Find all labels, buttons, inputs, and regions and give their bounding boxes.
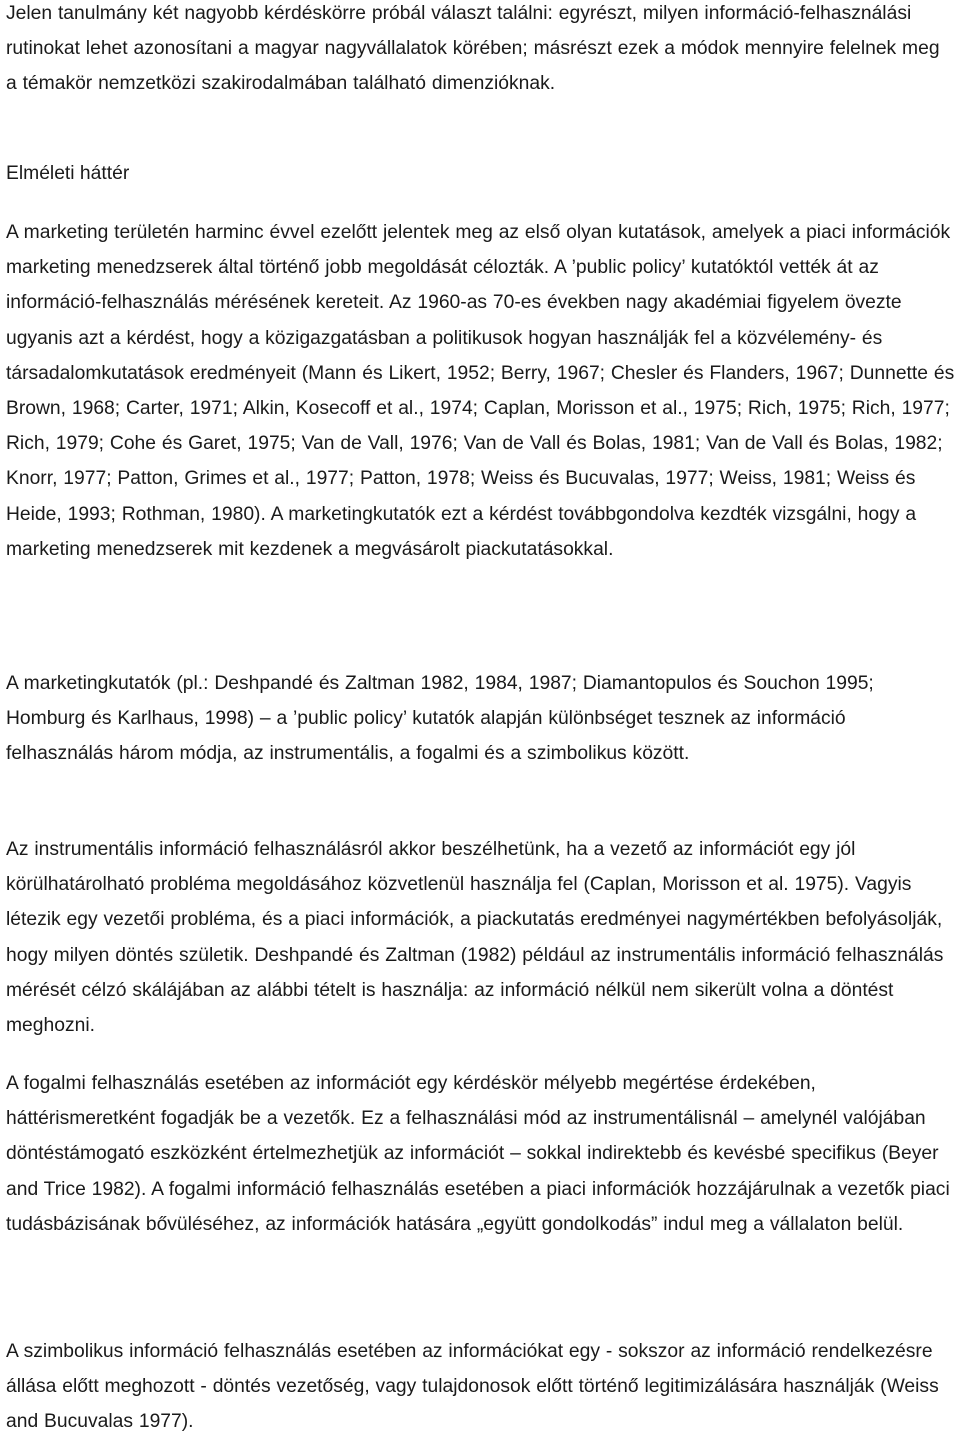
body-paragraph-1: A marketing területén harminc évvel ezelőtt jelentek meg az első olyan kutatások, amelyek a piaci információk marketing menedzserek által történő jobb megoldását célozták. A ’public policy’ kutatóktól vették át az információ-felhasználás mérésének kereteit. Az 1960-as 70-es években nagy akadémiai figyelem övezte ugyanis azt a kérdést, hogy a közigazgatásban a politikusok hogyan használják fel a közvélemény- és társadalomkutatások eredményeit (Mann és Likert, 1952; Berry, 1967; Chesler és Flanders, 1967; Dunnette és Brown, 1968; Carter, 1971; Alkin, Kosecoff et al., 1974; Caplan, Morisson et al., 1975; Rich, 1975; Rich, 1977; Rich, 1979; Cohe és Garet, 1975; Van de Vall, 1976; Van de Vall és Bolas, 1981; Van de Vall és Bolas, 1982; Knorr, 1977; Patton, Grimes et al., 1977; Patton, 1978; Weiss és Bucuvalas, 1977; Weiss, 1981; Weiss és Heide, 1993; Rothman, 1980). A marketingkutatók ezt a kérdést továbbgondolva kezdték vizsgálni, hogy a marketing menedzserek mit kezdenek a megvásárolt piackutatásokkal. — [6, 222, 955, 560]
body-paragraph-5: A szimbolikus információ felhasználás esetében az információkat egy - sokszor az információ rendelkezésre állása előtt meghozott - döntés vezetőség, vagy tulajdonosok előtt történő legitimizálására használják (Weiss and Bucuvalas 1977). — [6, 1341, 939, 1433]
body-paragraph-3: Az instrumentális információ felhasználásról akkor beszélhetünk, ha a vezető az információt egy jól körülhatárolható probléma megoldásához közvetlenül használja fel (Caplan, Morisson et al. 1975). Vagyis létezik egy vezetői probléma, és a piaci információk, a piackutatás eredményei nagymértékben befolyásolják, hogy milyen döntés születik. Deshpandé és Zaltman (1982) például az instrumentális információ felhasználás mérését célzó skálájában az alábbi tételt is használja: az információ nélkül nem sikerült volna a döntést meghozni. — [6, 839, 944, 1037]
section-heading: Elméleti háttér — [6, 163, 130, 184]
intro-paragraph: Jelen tanulmány két nagyobb kérdéskörre próbál választ találni: egyrészt, milyen információ-felhasználási rutinokat lehet azonosítani a magyar nagyvállalatok körében; másrészt ezek a módok mennyire felelnek meg a témakör nemzetközi szakirodalmában található dimenzióknak. — [6, 3, 940, 95]
body-paragraph-4: A fogalmi felhasználás esetében az információt egy kérdéskör mélyebb megértése érdekében, háttérismeretként fogadják be a vezetők. Ez a felhasználási mód az instrumentálisnál – amelynél valójában döntéstámogató eszközként értelmezhetjük az információt – sokkal indirektebb és kevésbé specifikus (Beyer and Trice 1982). A fogalmi információ felhasználás esetében a piaci információk hozzájárulnak a vezetők piaci tudásbázisának bővüléséhez, az információk hatására „együtt gondolkodás” indul meg a vállalaton belül. — [6, 1073, 950, 1235]
body-paragraph-2: A marketingkutatók (pl.: Deshpandé és Zaltman 1982, 1984, 1987; Diamantopulos és Souchon 1995; Homburg és Karlhaus, 1998) – a ’public policy’ kutatók alapján különbséget tesznek az információ felhasználás három módja, az instrumentális, a fogalmi és a szimbolikus között. — [6, 673, 874, 765]
